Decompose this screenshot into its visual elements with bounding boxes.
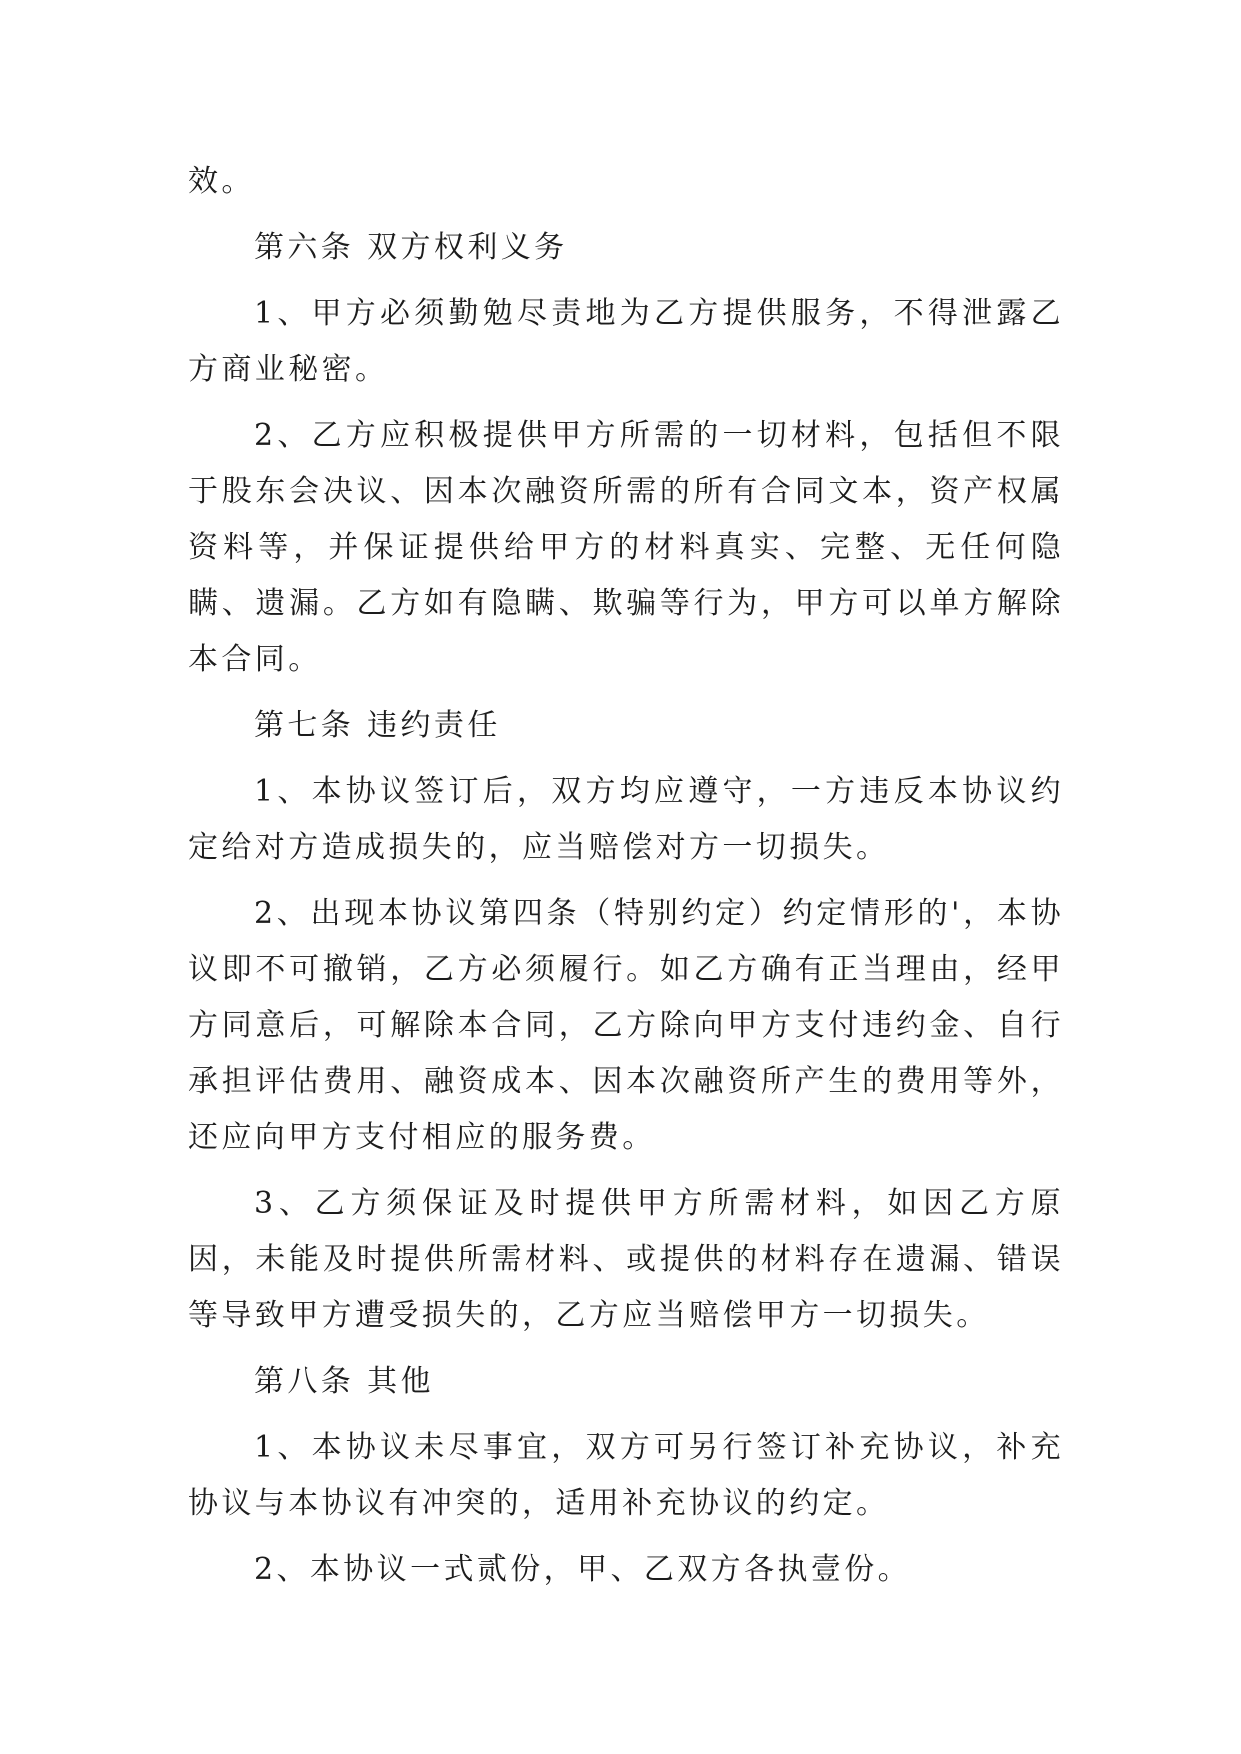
paragraph-article-6-item-2: 2、乙方应积极提供甲方所需的一切材料，包括但不限于股东会决议、因本次融资所需的所有合同文本，资产权属资料等，并保证提供给甲方的材料真实、完整、无任何隐瞒、遗漏。乙方如有隐瞒、欺骗等行为，甲方可以单方解除本合同。 xyxy=(188,418,1064,677)
paragraph-article-8-item-2: 2、本协议一式贰份，甲、乙双方各执壹份。 xyxy=(254,1552,912,1587)
paragraph-article-8-item-1: 1、本协议未尽事宜，双方可另行签订补充协议，补充协议与本协议有冲突的，适用补充协议的约定。 xyxy=(188,1430,1064,1521)
paragraph-continuation: 效。 xyxy=(188,164,255,199)
document-body xyxy=(188,154,1064,1598)
section-heading-article-7: 第七条 违约责任 xyxy=(254,708,501,743)
paragraph-article-7-item-3: 3、乙方须保证及时提供甲方所需材料，如因乙方原因，未能及时提供所需材料、或提供的材料存在遗漏、错误等导致甲方遭受损失的，乙方应当赔偿甲方一切损失。 xyxy=(188,1186,1064,1333)
paragraph-article-7-item-1: 1、本协议签订后，双方均应遵守，一方违反本协议约定给对方造成损失的，应当赔偿对方一切损失。 xyxy=(188,774,1064,865)
section-heading-article-6: 第六条 双方权利义务 xyxy=(254,230,568,265)
section-heading-article-8: 第八条 其他 xyxy=(254,1364,434,1399)
paragraph-article-6-item-1: 1、甲方必须勤勉尽责地为乙方提供服务，不得泄露乙方商业秘密。 xyxy=(188,296,1064,387)
paragraph-article-7-item-2: 2、出现本协议第四条（特别约定）约定情形的'，本协议即不可撤销，乙方必须履行。如乙方确有正当理由，经甲方同意后，可解除本合同，乙方除向甲方支付违约金、自行承担评估费用、融资成本、因本次融资所产生的费用等外，还应向甲方支付相应的服务费。 xyxy=(188,896,1064,1155)
